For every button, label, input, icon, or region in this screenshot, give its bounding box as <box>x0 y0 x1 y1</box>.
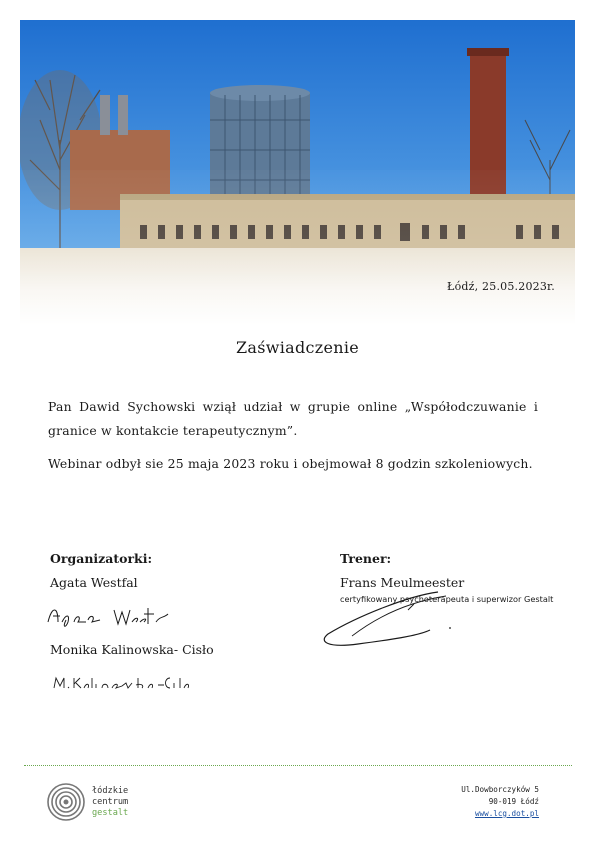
organizer-name-2: Monika Kalinowska- Cisło <box>50 642 214 657</box>
issue-date: Łódź, 25.05.2023r. <box>447 280 555 293</box>
logo-line-2: centrum <box>92 797 129 807</box>
website-link[interactable]: www.lcg.dot.pl <box>474 809 539 818</box>
footer-address <box>461 784 539 820</box>
organizer-signature-1 <box>44 600 174 634</box>
trainer-name: Frans Meulmeester <box>340 575 465 590</box>
logo-icon <box>46 782 86 822</box>
logo-line-3: gestalt <box>92 808 129 818</box>
organizers-label: Organizatorki: <box>50 551 153 566</box>
trainer-signature <box>318 586 468 656</box>
address-street: Ul.Dowborczyków 5 <box>461 785 539 794</box>
logo-wordmark <box>92 786 128 819</box>
trainer-label: Trener: <box>340 551 392 566</box>
organizer-name-1: Agata Westfal <box>50 575 138 590</box>
logo-line-1: łódzkie <box>92 786 129 796</box>
signature-icon <box>318 586 468 652</box>
certificate-statement: Pan Dawid Sychowski wziął udział w grupie online „Współodczuwanie i granice w kontakcie terapeutycznym”. <box>48 399 538 438</box>
address-city: 90-019 Łódź <box>488 797 539 806</box>
signature-icon <box>50 672 190 692</box>
signature-icon <box>44 600 174 630</box>
organizer-signature-2 <box>50 672 190 696</box>
trainer-description: certyfikowany psychoterapeuta i superwizor Gestalt <box>340 594 554 604</box>
footer-divider <box>24 765 572 766</box>
webinar-details: Webinar odbył sie 25 maja 2023 roku i obejmował 8 godzin szkoleniowych. <box>48 456 533 471</box>
concentric-circles-logo-icon <box>46 782 86 822</box>
document-title: Zaświadczenie <box>235 338 360 357</box>
